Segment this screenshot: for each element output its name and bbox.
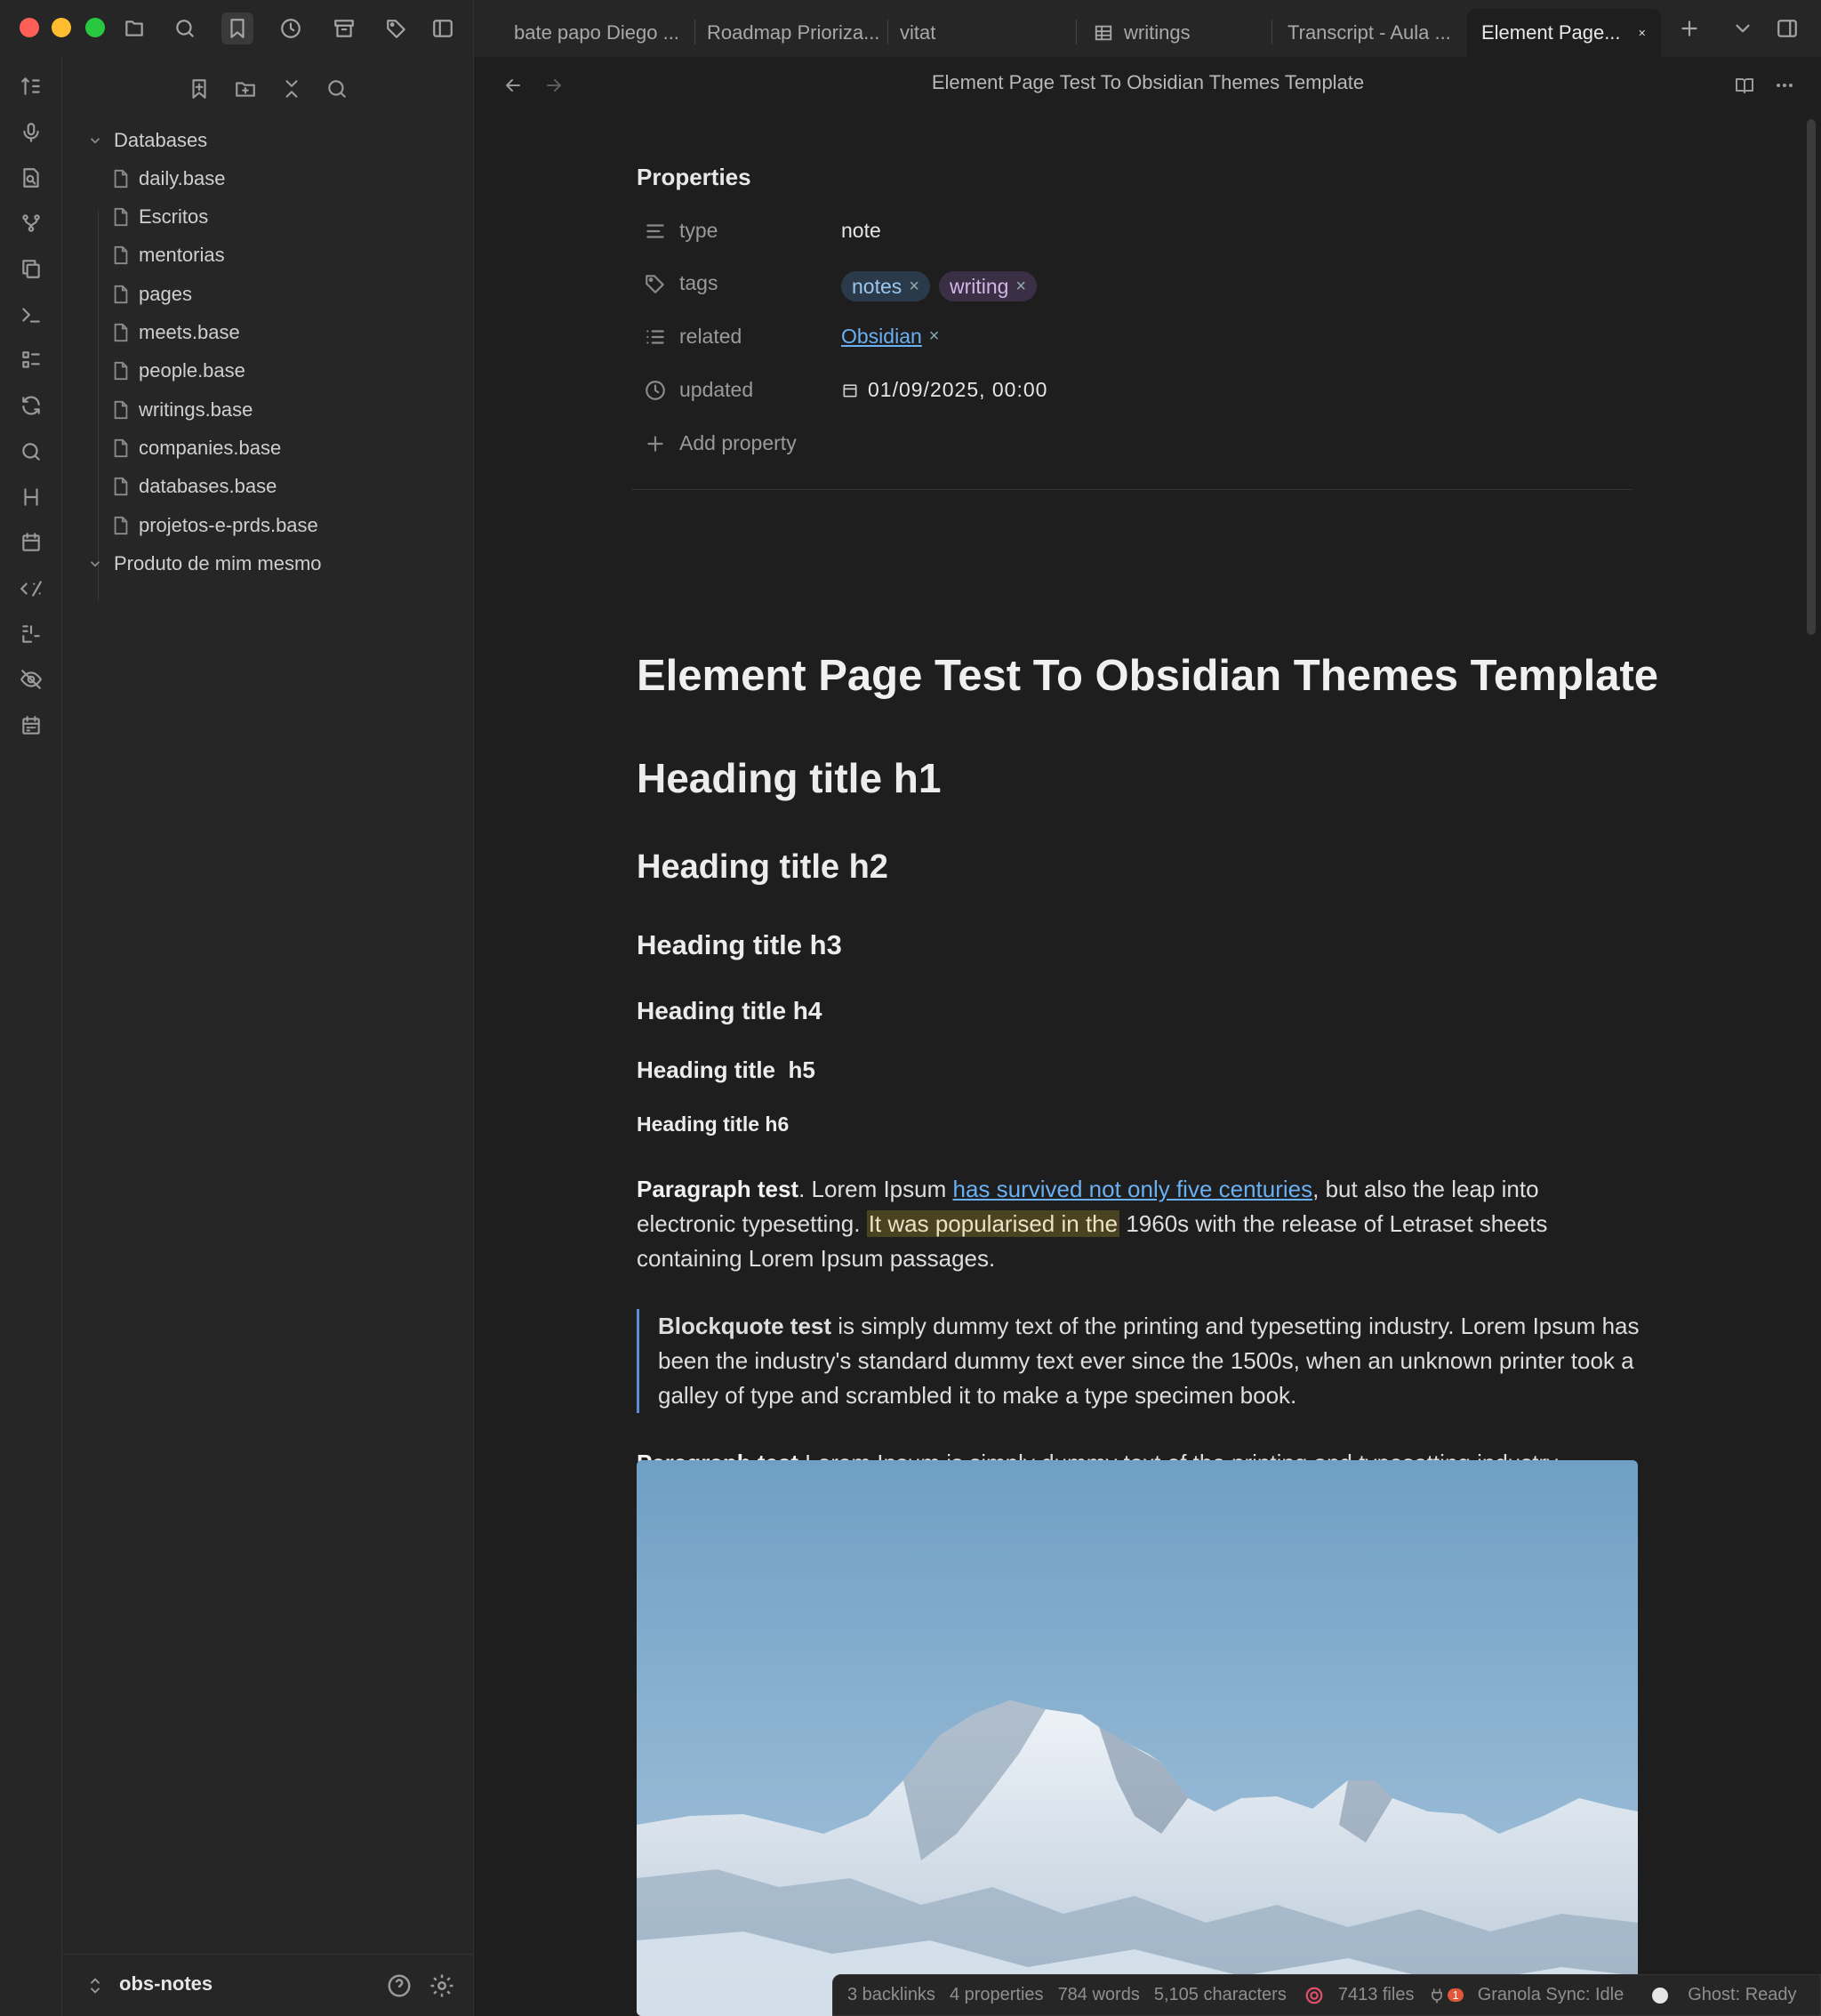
- tags-icon: [644, 272, 667, 295]
- file-label: writings.base: [139, 398, 253, 421]
- git-branch-icon[interactable]: [16, 208, 46, 238]
- file-icon: [112, 245, 130, 265]
- bold-text: Paragraph test: [637, 1176, 799, 1202]
- heading-h1: Heading title h1: [637, 755, 942, 801]
- new-note-icon[interactable]: [183, 73, 215, 105]
- heading-h2: Heading title h2: [637, 848, 888, 886]
- chevron-down-icon[interactable]: [1727, 12, 1759, 44]
- file-item[interactable]: [112, 237, 225, 273]
- file-label: projetos-e-prds.base: [139, 514, 318, 536]
- file-label: daily.base: [139, 167, 226, 189]
- property-key-label: tags: [679, 271, 718, 294]
- reading-view-icon[interactable]: [1729, 69, 1761, 101]
- remove-link-icon[interactable]: ×: [928, 326, 940, 346]
- file-explorer: [62, 57, 474, 2016]
- property-tags: [637, 266, 1632, 305]
- tag-label: notes: [852, 274, 902, 298]
- heading-icon[interactable]: [16, 482, 46, 512]
- tab-writings[interactable]: [1094, 9, 1263, 57]
- right-sidebar-icon[interactable]: [1771, 12, 1803, 44]
- heading-h3: Heading title h3: [637, 929, 842, 960]
- sort-icon[interactable]: [16, 71, 46, 101]
- property-key-label: related: [679, 325, 742, 348]
- file-icon: [112, 285, 130, 304]
- vault-name: obs-notes: [119, 1972, 213, 1995]
- bookmark-icon[interactable]: [221, 12, 253, 44]
- date-text: 01/09/2025, 00:00: [868, 378, 1048, 401]
- file-icon: [112, 516, 130, 535]
- search-icon[interactable]: [169, 12, 201, 44]
- scrollbar[interactable]: [1807, 119, 1816, 635]
- new-folder-icon[interactable]: [229, 73, 261, 105]
- related-link[interactable]: Obsidian: [841, 325, 922, 348]
- text: , but also the leap into electronic typesetting.: [637, 1176, 1539, 1237]
- help-icon[interactable]: [386, 1972, 413, 1999]
- table-icon: [1094, 23, 1113, 43]
- property-key-label: type: [679, 219, 718, 242]
- archive-icon[interactable]: [328, 12, 360, 44]
- add-property-button[interactable]: [637, 426, 1632, 465]
- file-count: 7413 files: [1337, 1985, 1415, 2004]
- property-updated: [637, 373, 1632, 412]
- tab-element-page[interactable]: [1467, 9, 1661, 57]
- text: . Lorem Ipsum: [798, 1176, 953, 1202]
- search-icon[interactable]: [321, 73, 353, 105]
- tab-label: bate papo Diego ...: [514, 21, 679, 44]
- character-count: 5,105 characters: [1153, 1985, 1287, 2004]
- close-window-button[interactable]: [20, 18, 39, 37]
- bold-text: Blockquote test: [658, 1313, 832, 1339]
- external-link[interactable]: has survived not only five centuries: [952, 1176, 1313, 1202]
- clock-icon[interactable]: [275, 12, 307, 44]
- property-key[interactable]: [644, 325, 742, 349]
- chevron-down-icon: [87, 133, 103, 149]
- circle-icon: [1652, 1988, 1668, 2004]
- backlinks-count[interactable]: 3 backlinks: [847, 1985, 935, 2004]
- tab-label: Transcript - Aula ...: [1288, 21, 1451, 44]
- eye-off-icon[interactable]: [16, 664, 46, 695]
- text-align-icon: [644, 220, 667, 243]
- tag-pill-writing[interactable]: [939, 271, 1037, 301]
- file-label: pages: [139, 283, 192, 305]
- file-icon: [112, 323, 130, 342]
- date-value[interactable]: [841, 378, 1047, 402]
- file-item[interactable]: [112, 469, 277, 504]
- microphone-icon[interactable]: [16, 117, 46, 148]
- daily-calendar-icon[interactable]: [16, 711, 46, 741]
- zoom-window-button[interactable]: [85, 18, 105, 37]
- settings-gear-icon[interactable]: [429, 1972, 455, 1999]
- editor-pane: [475, 57, 1821, 2016]
- files-icon[interactable]: [118, 12, 150, 44]
- list-icon[interactable]: [16, 345, 46, 375]
- inline-title: Element Page Test To Obsidian Themes Template: [637, 652, 1659, 700]
- heading-h4: Heading title h4: [637, 997, 822, 1024]
- folder-produto[interactable]: [87, 546, 322, 582]
- file-icon: [112, 207, 130, 227]
- file-icon: [112, 169, 130, 189]
- tab-label: Element Page...: [1481, 21, 1621, 44]
- tag-label: writing: [949, 274, 1009, 298]
- tab-roadmap[interactable]: [707, 9, 883, 57]
- add-property: [644, 431, 797, 455]
- tab-label: Roadmap Prioriza...: [707, 21, 880, 44]
- copy-icon[interactable]: [16, 253, 46, 284]
- text: is simply dummy text of the printing and typesetting industry. Lorem Ipsum has been the industry's standard dummy text ever since the 1500s, when an unknown printer took a galley of type and scrambled it to make a type specimen book.: [658, 1313, 1640, 1409]
- folder-label: Produto de mim mesmo: [114, 552, 322, 574]
- property-key[interactable]: [644, 378, 753, 402]
- close-icon[interactable]: [1637, 23, 1647, 43]
- file-item[interactable]: [112, 315, 240, 350]
- file-item[interactable]: [112, 430, 281, 466]
- properties-count: 4 properties: [949, 1985, 1044, 2004]
- file-icon: [112, 361, 130, 381]
- file-label: people.base: [139, 359, 245, 382]
- remove-tag-icon[interactable]: ×: [909, 276, 919, 296]
- heading-h6: Heading title h6: [637, 1112, 790, 1136]
- text: 1960s with the release of Letraset sheets containing Lorem Ipsum passages.: [637, 1210, 1548, 1272]
- folder-label: Databases: [114, 129, 208, 151]
- file-label: databases.base: [139, 475, 277, 497]
- mountain-image: [637, 1460, 1638, 2016]
- file-label: mentorias: [139, 244, 225, 266]
- list-icon: [644, 325, 667, 349]
- more-options-icon[interactable]: [1769, 69, 1801, 101]
- file-icon: [112, 438, 130, 458]
- tab-vitat[interactable]: [900, 9, 1069, 57]
- clock-icon: [644, 379, 667, 402]
- sidebar-toolbar: [0, 0, 474, 57]
- file-item[interactable]: [112, 161, 225, 197]
- vault-switcher[interactable]: [62, 1954, 474, 2016]
- plugin-status-icon[interactable]: [1428, 1987, 1463, 2004]
- remove-tag-icon[interactable]: ×: [1015, 276, 1027, 296]
- folder-databases[interactable]: [87, 123, 207, 158]
- related-value: [841, 325, 939, 349]
- title-bar: [0, 0, 1821, 57]
- plus-icon: [644, 432, 667, 455]
- granola-sync-status[interactable]: Granola Sync: Idle: [1477, 1985, 1624, 2004]
- minimize-window-button[interactable]: [52, 18, 71, 37]
- tab-label: vitat: [900, 21, 936, 44]
- search-icon[interactable]: [16, 437, 46, 467]
- plug-icon: [1428, 1987, 1446, 2004]
- property-related: [637, 319, 1632, 358]
- word-count: 784 words: [1057, 1985, 1140, 2004]
- toggle-sidebar-icon[interactable]: [427, 12, 459, 44]
- property-type: [637, 213, 1632, 253]
- file-item[interactable]: [112, 277, 192, 312]
- property-key[interactable]: [644, 271, 718, 295]
- file-search-icon[interactable]: [16, 163, 46, 193]
- file-label: companies.base: [139, 437, 282, 459]
- collapse-all-icon[interactable]: [276, 73, 308, 105]
- calendar-icon[interactable]: [16, 527, 46, 558]
- heading-h5: Heading title h5: [637, 1056, 815, 1083]
- status-bar: [832, 1974, 1821, 2016]
- ghost-status[interactable]: [1638, 1985, 1796, 2005]
- file-label: Escritos: [139, 205, 209, 228]
- tab-label: writings: [1124, 21, 1191, 44]
- tag-pill-notes[interactable]: [841, 271, 930, 301]
- highlighted-text: It was popularised in the: [868, 1210, 1119, 1237]
- file-label: meets.base: [139, 321, 240, 343]
- file-item[interactable]: [112, 508, 318, 543]
- property-key-label: updated: [679, 378, 754, 401]
- blockquote: [637, 1309, 1641, 1413]
- sync-status-icon[interactable]: [1304, 1986, 1324, 2005]
- file-item[interactable]: [112, 392, 253, 428]
- file-icon: [112, 477, 130, 496]
- tags-value: [841, 271, 1046, 301]
- terminal-icon[interactable]: [16, 300, 46, 330]
- calendar-icon: [841, 382, 859, 399]
- sync-icon[interactable]: [16, 390, 46, 421]
- chevron-updown-icon: [85, 1976, 105, 1996]
- properties-heading: Properties: [637, 164, 751, 190]
- tags-icon[interactable]: [381, 12, 413, 44]
- ghost-status-label: Ghost: Ready: [1688, 1985, 1797, 2004]
- tab-transcript[interactable]: [1288, 9, 1464, 57]
- property-value[interactable]: note: [841, 219, 881, 242]
- add-property-label: Add property: [679, 431, 797, 454]
- paragraph: [637, 1172, 1641, 1276]
- code-percent-icon[interactable]: [16, 574, 46, 604]
- template-icon[interactable]: [16, 619, 46, 649]
- new-tab-icon[interactable]: [1673, 12, 1705, 44]
- file-icon: [112, 400, 130, 420]
- badge: 1: [1448, 1988, 1463, 2002]
- ribbon: [0, 57, 62, 2016]
- file-item[interactable]: [112, 353, 245, 389]
- file-item[interactable]: [112, 199, 208, 235]
- note-title-header: Element Page Test To Obsidian Themes Template: [931, 71, 1365, 93]
- property-key[interactable]: [644, 219, 718, 243]
- chevron-down-icon: [87, 556, 103, 572]
- tab-bate-papo[interactable]: [514, 9, 690, 57]
